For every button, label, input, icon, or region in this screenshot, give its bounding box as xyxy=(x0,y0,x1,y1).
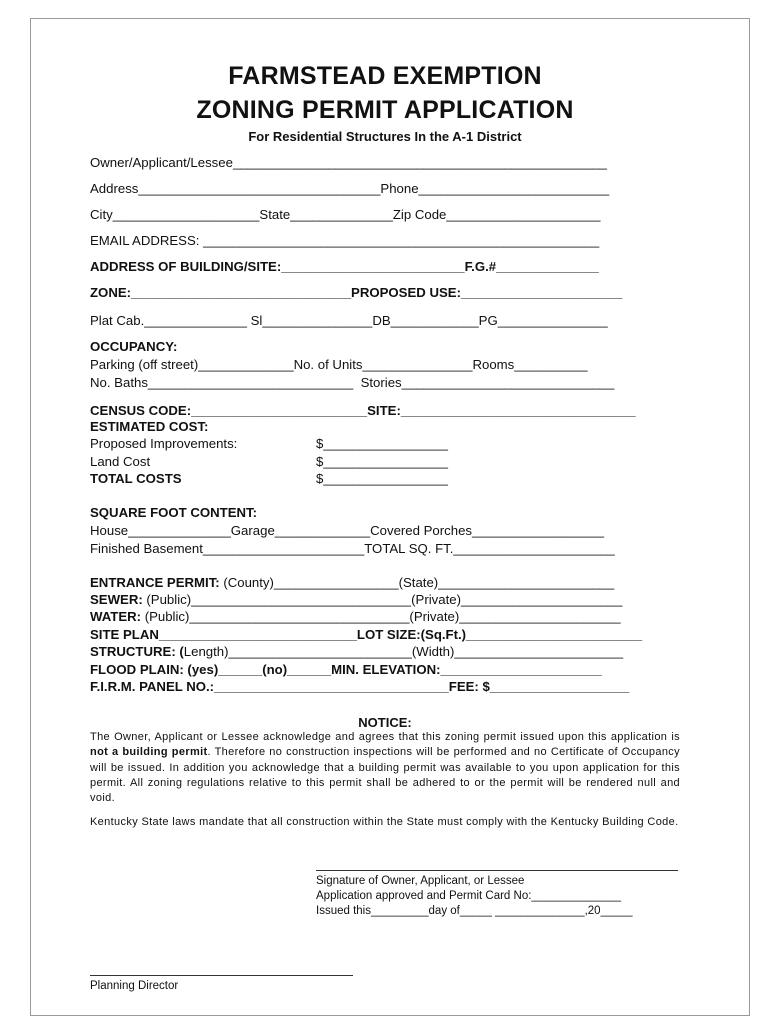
notice-paragraph-1 xyxy=(90,730,680,806)
signature-line[interactable] xyxy=(316,870,678,871)
entrance-permit-blanks[interactable]: (County)_________________(State)________________________ xyxy=(219,575,615,590)
owner-field[interactable]: Owner/Applicant/Lessee___________________________________________________ xyxy=(90,155,607,170)
title-line-2: ZONING PERMIT APPLICATION xyxy=(196,96,574,124)
sewer-field[interactable] xyxy=(90,592,622,608)
sewer-label: SEWER: xyxy=(90,592,143,607)
not-building-permit-emphasis: not a building permit xyxy=(90,746,208,759)
square-foot-line-1[interactable]: House______________Garage_____________Covered Porches__________________ xyxy=(90,523,605,538)
estimated-cost-heading: ESTIMATED COST: xyxy=(90,419,209,434)
square-foot-heading: SQUARE FOOT CONTENT: xyxy=(90,505,258,520)
subtitle: For Residential Structures In the A-1 District xyxy=(248,129,522,144)
entrance-permit-label: ENTRANCE PERMIT: xyxy=(90,575,220,590)
city-field[interactable]: City____________________State______________Zip Code_____________________ xyxy=(90,207,601,222)
plat-field[interactable]: Plat Cab.______________ Sl_______________DB____________PG_______________ xyxy=(90,313,608,328)
issued-date-field[interactable]: Issued this_________day of_____ ______________,20_____ xyxy=(316,905,633,917)
total-costs-field[interactable]: $_________________ xyxy=(316,471,449,486)
square-foot-line-2[interactable]: Finished Basement______________________TOTAL SQ. FT.______________________ xyxy=(90,541,615,556)
email-field[interactable]: EMAIL ADDRESS: ______________________________________________________ xyxy=(90,233,600,248)
proposed-improvements-field[interactable]: $_________________ xyxy=(316,436,449,451)
water-blanks[interactable]: (Public)______________________________(Private)______________________ xyxy=(141,609,621,624)
zone-field[interactable]: ZONE:______________________________PROPOSED USE:______________________ xyxy=(90,285,623,300)
title-line-1: FARMSTEAD EXEMPTION xyxy=(228,62,542,90)
land-cost-field[interactable]: $_________________ xyxy=(316,454,449,469)
entrance-permit-field[interactable] xyxy=(90,575,614,591)
notice-heading: NOTICE: xyxy=(358,715,412,730)
water-field[interactable] xyxy=(90,609,621,625)
occupancy-heading: OCCUPANCY: xyxy=(90,339,178,354)
director-signature-line[interactable] xyxy=(90,975,353,976)
building-address-field[interactable]: ADDRESS OF BUILDING/SITE:_________________________F.G.#______________ xyxy=(90,259,599,274)
occupancy-line-1[interactable]: Parking (off street)_____________No. of Units_______________Rooms__________ xyxy=(90,357,588,372)
occupancy-line-2[interactable]: No. Baths____________________________ Stories_____________________________ xyxy=(90,375,615,390)
sewer-blanks[interactable]: (Public)______________________________(Private)______________________ xyxy=(142,592,623,607)
land-cost-label: Land Cost xyxy=(90,454,151,469)
structure-field[interactable] xyxy=(90,644,623,660)
notice-text-a: The Owner, Applicant or Lessee acknowledge and agrees that this zoning permit issued upon this application is xyxy=(90,731,680,743)
proposed-improvements-label: Proposed Improvements: xyxy=(90,436,238,451)
notice-text-b: . Therefore no construction inspections will be performed and no Certificate of Occupancy will be issued. In addition you acknowledge that a building permit was available to you upon application for this permit. All zoning regulations relative to this permit shall be adhered to or the permit will be rendered null and void. xyxy=(90,746,680,805)
planning-director-label: Planning Director xyxy=(90,980,179,992)
notice-paragraph-2: Kentucky State laws mandate that all construction within the State must comply with the Kentucky Building Code. xyxy=(90,816,679,828)
total-costs-label: TOTAL COSTS xyxy=(90,471,182,486)
site-plan-field[interactable]: SITE PLAN___________________________LOT SIZE:(Sq.Ft.)________________________ xyxy=(90,627,643,642)
census-field[interactable]: CENSUS CODE:________________________SITE:________________________________ xyxy=(90,403,636,418)
structure-label: STRUCTURE: ( xyxy=(90,644,184,659)
flood-plain-field[interactable]: FLOOD PLAIN: (yes)______(no)______MIN. ELEVATION:______________________ xyxy=(90,662,602,677)
permit-card-field[interactable]: Application approved and Permit Card No:______________ xyxy=(316,890,621,902)
water-label: WATER: xyxy=(90,609,142,624)
address-field[interactable]: Address_________________________________Phone__________________________ xyxy=(90,181,610,196)
firm-panel-field[interactable]: F.I.R.M. PANEL NO.:________________________________FEE: $___________________ xyxy=(90,679,630,694)
signature-label: Signature of Owner, Applicant, or Lessee xyxy=(316,875,525,887)
structure-blanks[interactable]: Length)_________________________(Width)_______________________ xyxy=(183,644,624,659)
